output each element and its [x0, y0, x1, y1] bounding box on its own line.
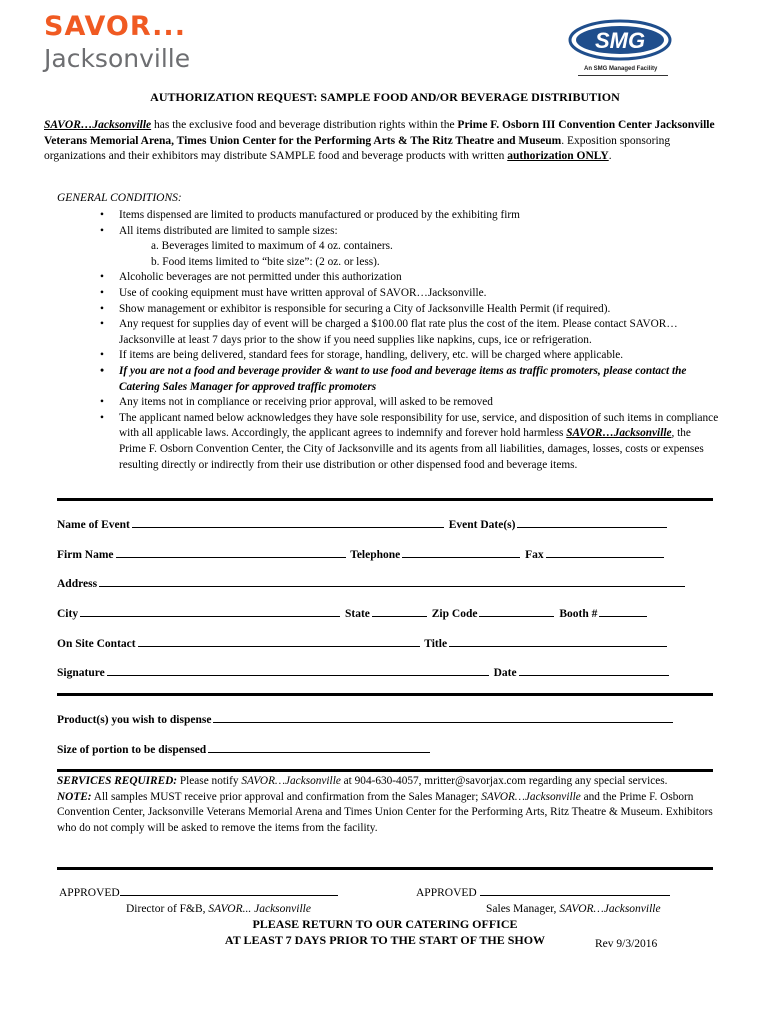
general-conditions-title: GENERAL CONDITIONS: [57, 192, 182, 204]
address-field[interactable] [99, 577, 685, 587]
form-row-signature [57, 666, 707, 681]
note-label: NOTE: [57, 790, 92, 803]
condition-item-indemnity [100, 411, 720, 473]
general-conditions-list [100, 208, 720, 473]
page-title: AUTHORIZATION REQUEST: SAMPLE FOOD AND/OR BEVERAGE DISTRIBUTION [150, 90, 620, 104]
services-text-2: at 904-630-4057, mritter@savorjax.com regarding any special services. [340, 775, 668, 787]
onsite-contact-field[interactable] [138, 637, 420, 647]
divider [57, 769, 713, 772]
indemnity-text-1: The applicant named below acknowledges they have sole responsibility for use, service, and disposition of such items in compliance with all applicable laws. Accordingly, the applicant agrees to indemnify and forever hold harmless [119, 411, 719, 440]
firm-name-field[interactable] [116, 548, 346, 558]
condition-item: • All items distributed are limited to sample sizes: [100, 224, 720, 240]
form-row-address [57, 577, 707, 592]
return-line-2: AT LEAST 7 DAYS PRIOR TO THE START OF THE SHOW [224, 933, 546, 947]
event-dates-field[interactable] [517, 518, 667, 528]
condition-item-emphasis: • If you are not a food and beverage provider & want to use food and beverage items as traffic promoters, please contact the Catering Sales Manager for approved traffic promoters [100, 364, 720, 395]
sales-caption [486, 902, 661, 917]
city-field[interactable] [80, 607, 340, 617]
sales-brand: SAVOR…Jacksonville [559, 903, 661, 915]
approved-director-field[interactable] [120, 886, 338, 896]
services-brand: SAVOR…Jacksonville [241, 775, 341, 787]
form-row-products [57, 713, 707, 728]
state-label: State [344, 608, 370, 620]
intro-text-1: has the exclusive food and beverage distribution rights within the [151, 119, 458, 131]
products-label: Product(s) you wish to dispense [57, 714, 212, 726]
date-label: Date [493, 667, 517, 679]
approved-sales-field[interactable] [480, 886, 670, 896]
event-name-field[interactable] [132, 518, 444, 528]
event-name-label: Name of Event [57, 519, 130, 531]
approved-right-label: APPROVED [416, 887, 477, 899]
smg-logo-text: SMG [594, 28, 646, 53]
address-label: Address [57, 578, 98, 590]
condition-subitem: b. Food items limited to “bite size”: (2 oz. or less). [151, 255, 380, 268]
condition-item: • Any items not in compliance or receiving prior approval, will asked to be removed [100, 395, 720, 411]
event-dates-label: Event Date(s) [448, 519, 516, 531]
director-title: Director of F&B, [126, 903, 209, 915]
approved-right [416, 886, 670, 901]
form-row-event [57, 518, 707, 533]
state-field[interactable] [372, 607, 427, 617]
return-line-1: PLEASE RETURN TO OUR CATERING OFFICE [252, 917, 518, 931]
logo-savor-text: SAVOR... [44, 11, 186, 42]
indemnity-text-2: , the Prime F. Osborn Convention Center, the City of Jacksonville and its agents from all liabilities, damages, losses, costs or expenses resulting directly or indirectly from their use distribution or other dispensed food and beverage items. [119, 427, 704, 471]
services-section [57, 774, 717, 836]
date-field[interactable] [519, 666, 669, 676]
director-brand: SAVOR... Jacksonville [208, 903, 311, 915]
condition-item: • If items are being delivered, standard fees for storage, handling, delivery, etc. will be charged where applicable. [100, 348, 720, 364]
form-row-contact [57, 637, 707, 652]
note-brand: SAVOR…Jacksonville [481, 790, 581, 803]
signature-field[interactable] [107, 666, 489, 676]
products-field[interactable] [213, 713, 673, 723]
form-row-city [57, 607, 707, 622]
zip-label: Zip Code [431, 608, 478, 620]
services-text-1: Please notify [177, 775, 242, 787]
city-label: City [57, 608, 79, 620]
intro-text-3: . [608, 150, 612, 162]
intro-text-2: . Exposition sponsoring organizations and their exhibitors may distribute SAMPLE food and beverage products with written [44, 134, 671, 162]
smg-caption-line [578, 75, 668, 76]
portion-label: Size of portion to be dispensed [57, 744, 207, 756]
telephone-field[interactable] [402, 548, 520, 558]
telephone-label: Telephone [350, 549, 401, 561]
intro-paragraph [44, 118, 724, 165]
intro-authorization-only: authorization ONLY [507, 150, 609, 162]
title-field[interactable] [449, 637, 667, 647]
condition-item: • Items dispensed are limited to products manufactured or produced by the exhibiting firm [100, 208, 720, 224]
portion-field[interactable] [208, 743, 430, 753]
indemnity-brand: SAVOR…Jacksonville [566, 427, 672, 440]
approved-left-label: APPROVED [59, 887, 120, 899]
intro-venues: Prime F. Osborn III Convention Center Jacksonville Veterans Memorial Arena, Times Union Center for the Performing Arts & The Ritz Theatre and Museum [44, 119, 715, 147]
divider [57, 867, 713, 870]
note-text-2: and the Prime F. Osborn Convention Center, Jacksonville Veterans Memorial Arena and Times Union Center for the Performing Arts, Ritz Theatre & Museum. Exhibitors who do not comply will be asked to remove the items from the facility. [57, 790, 713, 834]
zip-field[interactable] [479, 607, 554, 617]
onsite-contact-label: On Site Contact [57, 638, 136, 650]
intro-brand: SAVOR…Jacksonville [44, 119, 152, 131]
savor-logo [44, 12, 190, 74]
condition-subitem: a. Beverages limited to maximum of 4 oz. containers. [151, 240, 393, 253]
firm-name-label: Firm Name [57, 549, 114, 561]
approved-left [59, 886, 338, 901]
revision-date: Rev 9/3/2016 [595, 938, 658, 950]
note-text-1: All samples MUST receive prior approval and confirmation from the Sales Manager; [91, 790, 482, 803]
smg-caption: An SMG Managed Facility [584, 66, 658, 72]
condition-item: • Use of cooking equipment must have written approval of SAVOR…Jacksonville. [100, 286, 720, 302]
sales-title: Sales Manager, [486, 903, 560, 915]
form-row-portion [57, 743, 707, 758]
fax-label: Fax [525, 549, 544, 561]
logo-city-text: Jacksonville [44, 44, 191, 73]
booth-field[interactable] [599, 607, 647, 617]
condition-item: • Any request for supplies day of event will be charged a $100.00 flat rate plus the cost of the item. Please contact SAVOR…Jacksonville at least 7 days prior to the show if you need supplies like napkins, cups, ice or refrigeration. [100, 317, 720, 348]
fax-field[interactable] [546, 548, 664, 558]
director-caption [126, 902, 311, 917]
divider [57, 693, 713, 696]
booth-label: Booth # [559, 608, 598, 620]
services-label: SERVICES REQUIRED: [57, 775, 178, 787]
condition-item: • Show management or exhibitor is responsible for securing a City of Jacksonville Health Permit (if required). [100, 302, 720, 318]
form-row-firm [57, 548, 707, 563]
condition-item: • Alcoholic beverages are not permitted under this authorization [100, 270, 720, 286]
divider [57, 498, 713, 501]
signature-label: Signature [57, 667, 105, 679]
title-label: Title [424, 638, 448, 650]
